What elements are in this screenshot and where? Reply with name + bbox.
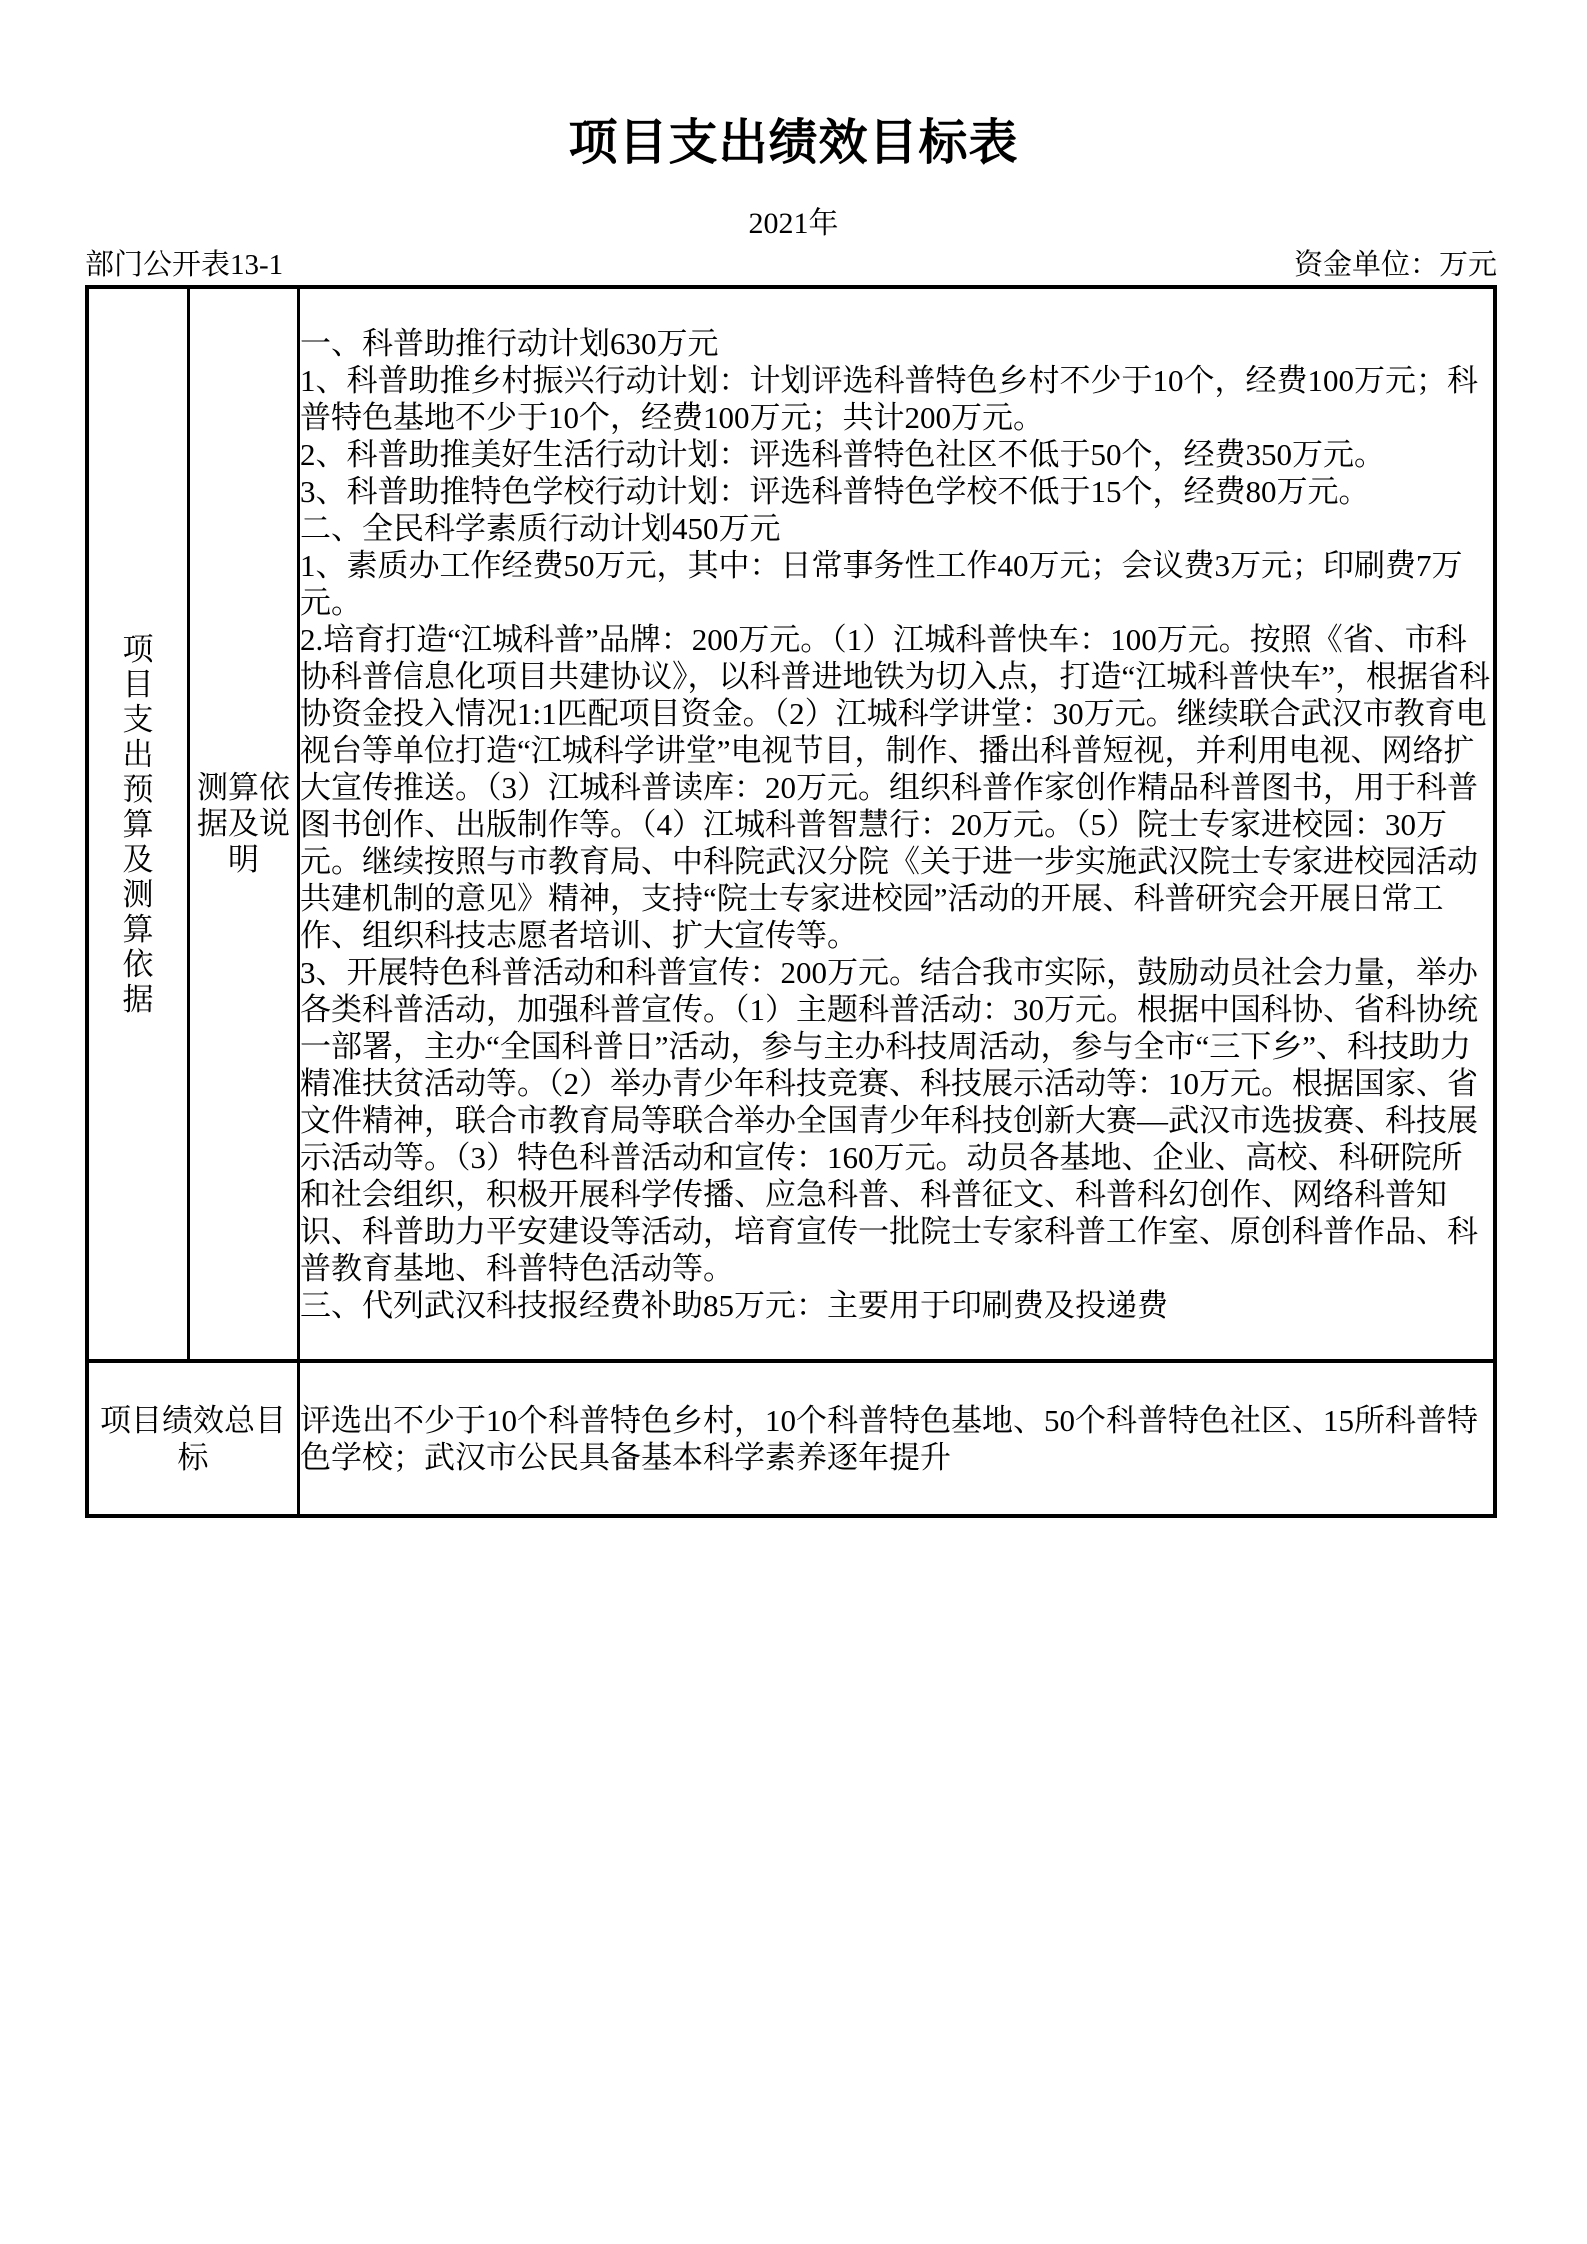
paragraph-line: 3、科普助推特色学校行动计划：评选科普特色学校不低于15个，经费80万元。 [300,473,1370,509]
cell-category-header [87,287,189,1361]
paragraph-line: 三、代列武汉科技报经费补助85万元：主要用于印刷费及投递费 [300,1287,1168,1323]
goal-content-text: 评选出不少于10个科普特色乡村，10个科普特色基地、50个科普特色社区、15所科普特色学校；武汉市公民具备基本科学素养逐年提升 [300,1402,1478,1475]
category-header-label: 项目支出预算及测算依据 [122,631,154,1017]
unit-label: 资金单位：万元 [1293,249,1497,281]
page-title: 项目支出绩效目标表 [568,115,1019,170]
paragraph-line: 2、科普助推美好生活行动计划：评选科普特色社区不低于50个，经费350万元。 [300,436,1385,472]
budget-detail-text [300,325,1493,1324]
sheet-label: 部门公开表13-1 [85,249,284,281]
cell-basis-header [189,287,299,1361]
goal-row [87,1361,1495,1516]
meta-row [85,242,1497,283]
paragraph-line: 2.培育打造“江城科普”品牌：200万元。（1）江城科普快车：100万元。按照《省、市科协科普信息化项目共建协议》，以科普进地铁为切入点，打造“江城科普快车”，根据省科协资金投入情况1:1匹配项目资金。（2）江城科学讲堂：30万元。继续联合武汉市教育电视台等单位打造“江城科学讲堂”电视节目，制作、播出科普短视，并利用电视、网络扩大宣传推送。（3）江城科普读库：20万元。组织科普作家创作精品科普图书，用于科普图书创作、出版制作等。（4）江城科普智慧行：20万元。（5）院士专家进校园：30万元。继续按照与市教育局、中科院武汉分院《关于进一步实施武汉院士专家进校园活动共建机制的意见》精神，支持“院士专家进校园”活动的开展、科普研究会开展日常工作、组织科技志愿者培训、扩大宣传等。 [300,621,1491,953]
cell-goal-content [299,1361,1496,1516]
page-subtitle: 2021年 [748,207,839,240]
cell-budget-detail [299,287,1496,1361]
performance-target-table [85,285,1497,1518]
paragraph-line: 1、素质办工作经费50万元，其中：日常事务性工作40万元；会议费3万元；印刷费7万元。 [300,547,1463,620]
budget-row [87,287,1495,1361]
paragraph-line: 3、开展特色科普活动和科普宣传：200万元。结合我市实际，鼓励动员社会力量，举办各类科普活动，加强科普宣传。（1）主题科普活动：30万元。根据中国科协、省科协统一部署，主办“全国科普日”活动，参与主办科技周活动，参与全市“三下乡”、科技助力精准扶贫活动等。（2）举办青少年科技竞赛、科技展示活动等：10万元。根据国家、省文件精神，联合市教育局等联合举办全国青少年科技创新大赛—武汉市选拔赛、科技展示活动等。（3）特色科普活动和宣传：160万元。动员各基地、企业、高校、科研院所和社会组织，积极开展科学传播、应急科普、科普征文、科普科幻创作、网络科普知识、科普助力平安建设等活动，培育宣传一批院士专家科普工作室、原创科普作品、科普教育基地、科普特色活动等。 [300,954,1478,1286]
cell-goal-header [87,1361,299,1516]
paragraph-line: 二、全民科学素质行动计划450万元 [300,510,781,546]
paragraph-line: 一、科普助推行动计划630万元 [300,325,719,361]
paragraph-line: 1、科普助推乡村振兴行动计划：计划评选科普特色乡村不少于10个，经费100万元；科普特色基地不少于10个，经费100万元；共计200万元。 [300,362,1478,435]
goal-header-label: 项目绩效总目标 [100,1402,286,1475]
basis-header-label: 测算依据及说明 [197,770,290,877]
